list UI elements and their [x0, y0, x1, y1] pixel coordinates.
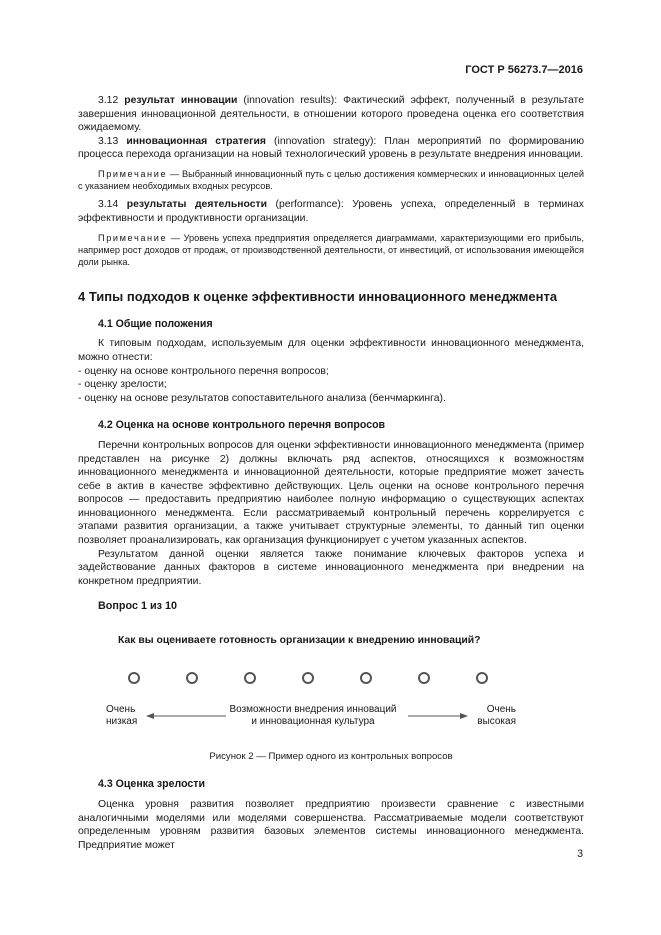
definition-number: 3.12 [98, 95, 125, 106]
definition-3-14 [78, 198, 584, 225]
definition-3-13 [78, 135, 584, 162]
section-4-3-paragraph-1: Оценка уровня развития позволяет предприятию произвести сравнение с известными аналогичными моделями или моделями совершенства. Рассматриваемые модели соответствуют определенным уровням развития базовых элементов системы инновационного менеджмента. Предприятие может [78, 799, 584, 851]
scale-low-line-2: низкая [106, 716, 138, 728]
page-content [78, 94, 584, 852]
scale-high-line-1: Очень [486, 704, 516, 716]
scale-low-line-1: Очень [106, 704, 136, 716]
rating-option-6[interactable] [418, 672, 430, 684]
left-arrow-icon [146, 713, 226, 719]
page-number: 3 [577, 848, 583, 860]
section-4-1-intro: К типовым подходам, используемым для оценки эффективности инновационного менеджмента, можно отнести: [78, 338, 584, 363]
scale-middle-line-2: и инновационная культура [251, 716, 375, 728]
section-4-3-heading: 4.3 Оценка зрелости [98, 778, 205, 791]
list-item: - оценку на основе контрольного перечня вопросов; [78, 365, 329, 377]
document-header: ГОСТ Р 56273.7—2016 [465, 64, 583, 76]
question-text: Как вы оцениваете готовность организации к внедрению инноваций? [118, 635, 481, 647]
rating-option-7[interactable] [476, 672, 488, 684]
figure-2 [78, 600, 584, 763]
question-number: Вопрос 1 из 10 [98, 600, 177, 613]
definition-term: инновационная стратегия [126, 135, 266, 147]
definition-number: 3.13 [98, 135, 127, 147]
section-4-2-heading: 4.2 Оценка на основе контрольного перечня вопросов [98, 419, 386, 432]
rating-option-2[interactable] [186, 672, 198, 684]
note-2 [78, 232, 584, 269]
right-arrow-icon [408, 713, 468, 719]
section-4-2-paragraph-1: Перечни контрольных вопросов для оценки эффективности инновационного менеджмента (пример представлен на рисунке 2) должны включать ряд аспектов, относящихся к возможностям инновационного менеджмента и инновационной деятельности, которые предприятие может зачесть себе в актив в качестве эффективно действующих. Цель оценки на основе контрольного перечня вопросов — предоставить предприятию наиболее полную информацию о существующих аспектах инновационного менеджмента. Если рассматриваемый контрольный перечень коррелируется с этапами развития организации, а также учитывает структурные элементы, то данный тип оценки позволяет проанализировать, как организация функционирует с учетом указанных аспектов. [78, 439, 584, 547]
definition-text: (innovation results): Фактический эффект, полученный в результате завершения инновационной деятельности, в отношении которого проведена оценка его соответствия ожидаемому. [78, 95, 584, 134]
definition-number: 3.14 [98, 199, 127, 211]
rating-option-1[interactable] [128, 672, 140, 684]
definition-term: результаты деятельности [126, 199, 267, 211]
approach-list [78, 365, 584, 406]
rating-option-3[interactable] [244, 672, 256, 684]
section-4-heading: 4 Типы подходов к оценке эффективности инновационного менеджмента [78, 289, 558, 305]
note-label: Примечание [98, 232, 168, 243]
definition-text: (performance): Уровень успеха, определенный в терминах эффективности и продуктивности организации. [78, 199, 584, 224]
rating-option-4[interactable] [302, 672, 314, 684]
note-text: — Уровень успеха предприятия определяется диаграммами, характеризующими его прибыль, например рост доходов от продаж, от производственной деятельности, от инвестиций, от использования имеющейся доли рынка. [78, 232, 584, 267]
definition-term: результат инновации [124, 95, 238, 106]
section-4-2-paragraph-2: Результатом данной оценки является также понимание ключевых факторов успеха и задействование данных факторов в системе инновационного менеджмента при внедрении на конкретном предприятии. [78, 548, 584, 587]
list-item: - оценку зрелости; [78, 379, 167, 391]
definition-text: (innovation strategy): План мероприятий по формированию процесса перехода организации на новый технологический уровень в результате внедрения инновации. [78, 135, 585, 161]
scale-high-line-2: высокая [477, 716, 516, 728]
section-4-1-heading: 4.1 Общие положения [98, 317, 213, 330]
note-label: Примечание [98, 168, 168, 179]
figure-caption: Рисунок 2 — Пример одного из контрольных вопросов [209, 751, 453, 763]
list-item: - оценку на основе результатов сопоставительного анализа (бенчмаркинга). [78, 392, 446, 404]
scale-arrows [78, 700, 584, 730]
definition-3-12 [78, 94, 584, 135]
note-text: — Выбранный инновационный путь с целью достижения коммерческих и инновационных целей с указанием необходимых входных ресурсов. [78, 168, 584, 192]
note-1 [78, 168, 584, 192]
rating-option-5[interactable] [360, 672, 372, 684]
scale-middle-line-1: Возможности внедрения инноваций [229, 704, 397, 716]
